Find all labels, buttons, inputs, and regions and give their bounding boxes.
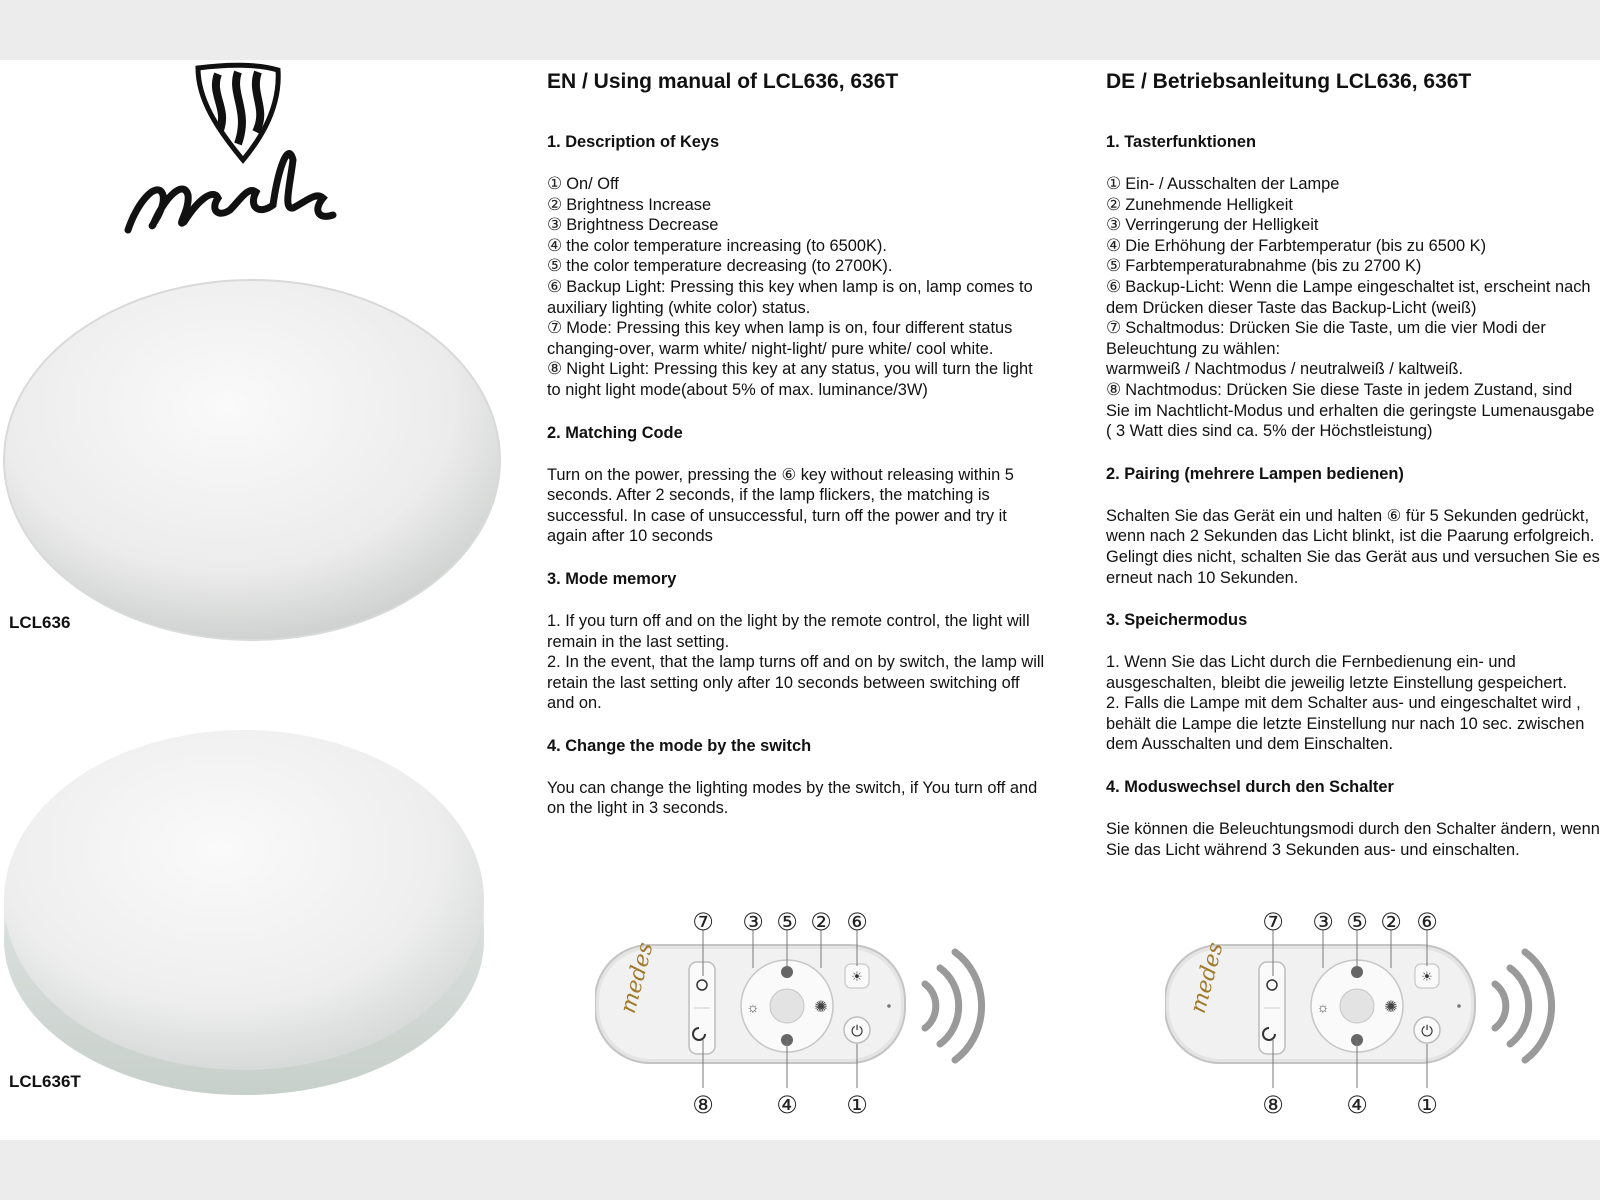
de-section3-body <box>1106 652 1600 755</box>
remote-callout-number: ⑤ <box>1346 910 1368 936</box>
signal-wave-icon <box>940 968 959 1044</box>
en-key-item <box>547 359 1047 400</box>
key-number: ③ <box>1106 215 1122 235</box>
de-key-item <box>1106 359 1600 380</box>
remote-callout-number: ③ <box>742 910 764 936</box>
de-section2-heading: 2. Pairing (mehrere Lampen bedienen) <box>1106 464 1404 483</box>
sun-bright-icon: ✺ <box>814 999 828 1016</box>
de-key-item <box>1106 236 1600 257</box>
remote-control-svg <box>1165 910 1585 1130</box>
key-text: Farbtemperaturabnahme (bis zu 2700 K) <box>1125 257 1422 276</box>
key-number: ⑦ <box>1106 318 1122 338</box>
remote-callout-number: ⑥ <box>1416 910 1438 936</box>
remote-callout-number: ⑧ <box>1262 1091 1284 1119</box>
key-number: ⑤ <box>547 256 563 276</box>
en-key-item <box>547 236 1047 257</box>
remote-callout-number: ① <box>1416 1091 1438 1119</box>
remote-callout-number: ③ <box>1312 910 1334 936</box>
de-key-item <box>1106 215 1600 236</box>
key-text: Schaltmodus: Drücken Sie die Taste, um die vier Modi der Beleuchtung zu wählen: <box>1106 319 1546 358</box>
remote-callout-number: ⑧ <box>692 1091 714 1119</box>
key-number: ① <box>547 174 563 193</box>
de-key-item <box>1106 318 1600 359</box>
key-text: Verringerung der Helligkeit <box>1125 216 1319 235</box>
english-title: EN / Using manual of LCL636, 636T <box>547 70 899 93</box>
medes-logo <box>118 60 338 250</box>
power-icon: ⏻ <box>851 1023 863 1040</box>
key-text: Backup Light: Pressing this key when lamp is on, lamp comes to auxiliary lighting (white color) status. <box>547 277 1033 317</box>
key-number: ⑧ <box>547 359 563 379</box>
en-key-item <box>547 174 1047 195</box>
key-text: On/ Off <box>566 175 619 193</box>
de-key-item <box>1106 256 1600 277</box>
en-section1-heading: 1. Description of Keys <box>547 133 720 151</box>
lamp-lcl636-image <box>0 275 520 645</box>
de-section2-text: Schalten Sie das Gerät ein und halten ⑥ für 5 Sekunden gedrückt, wenn nach 2 Sekunden das Licht blinkt, ist die Paarung erfolgreich. Gelingt dies nicht, schalten Sie das Gerät aus und versuchen Sie es erneut nach 10 Sekunden. <box>1106 506 1600 587</box>
de-section3-line1: 1. Wenn Sie das Licht durch die Fernbedienung ein- und ausgeschalten, bleibt die jeweilig letzte Einstellung gespeichert. <box>1106 653 1568 692</box>
en-section4-text: You can change the lighting modes by the switch, if You turn off and on the light in 3 seconds. <box>547 778 1038 818</box>
de-key-list <box>1106 174 1600 442</box>
de-section3-heading: 3. Speichermodus <box>1106 611 1248 630</box>
lamp-lcl636-label: LCL636 <box>9 613 71 632</box>
key-text: Brightness Increase <box>566 195 712 214</box>
manual-page <box>0 60 1600 1140</box>
key-text: Brightness Decrease <box>566 216 719 235</box>
key-text: Die Erhöhung der Farbtemperatur (bis zu 6500 K) <box>1125 236 1487 255</box>
de-section4-heading: 4. Moduswechsel durch den Schalter <box>1106 778 1394 797</box>
remote-callout-number: ④ <box>1346 1091 1368 1119</box>
remote-callout-number: ⑦ <box>692 910 714 936</box>
key-number: ③ <box>547 215 563 235</box>
en-section3-body <box>547 611 1047 714</box>
key-text: the color temperature increasing (to 6500K). <box>566 236 887 255</box>
key-text: warmweiß / Nachtmodus / neutralweiß / kaltweiß. <box>1106 360 1464 379</box>
lamp-lcl636t-image <box>0 720 520 1100</box>
en-key-item <box>547 215 1047 236</box>
remote-callout-number: ⑦ <box>1262 910 1284 936</box>
key-text: Night Light: Pressing this key at any status, you will turn the light to night light mode(about 5% of max. luminance/3W) <box>547 360 1033 399</box>
german-title: DE / Betriebsanleitung LCL636, 636T <box>1106 70 1472 93</box>
german-content <box>1106 132 1600 882</box>
key-text: Ein- / Ausschalten der Lampe <box>1125 175 1340 193</box>
de-key-item <box>1106 380 1600 442</box>
key-number: ⑧ <box>1106 379 1122 399</box>
de-section4-text: Sie können die Beleuchtungsmodi durch den Schalter ändern, wenn Sie das Licht während 3 Sekunden aus- und einschalten. <box>1106 820 1600 859</box>
remote-callout-number: ⑥ <box>846 910 868 936</box>
en-section4-heading: 4. Change the mode by the switch <box>547 736 812 755</box>
key-number: ② <box>1106 194 1122 214</box>
english-content <box>547 132 1047 841</box>
en-section3-heading: 3. Mode memory <box>547 569 677 588</box>
key-number: ② <box>547 194 563 214</box>
signal-wave-icon <box>1510 968 1529 1044</box>
remote-control-svg <box>595 910 1015 1130</box>
remote-brand-text: medes <box>615 939 659 1017</box>
en-key-item <box>547 256 1047 277</box>
de-section1-heading: 1. Tasterfunktionen <box>1106 133 1256 151</box>
de-key-item <box>1106 174 1600 195</box>
product-column <box>0 60 520 1140</box>
remote-diagram-en <box>595 910 1015 1130</box>
remote-callout-number: ② <box>810 910 832 936</box>
key-text: Nachtmodus: Drücken Sie diese Taste in jedem Zustand, sind Sie im Nachtlicht-Modus und erhalten die geringste Lumenausgabe ( 3 Watt dies sind ca. 5% der Höchstleistung) <box>1106 380 1595 441</box>
de-key-item <box>1106 277 1600 318</box>
de-key-item <box>1106 195 1600 216</box>
key-number: ⑥ <box>547 276 563 296</box>
key-number: ① <box>1106 174 1122 193</box>
sun-dim-icon: ☼ <box>1316 999 1330 1015</box>
en-key-item <box>547 318 1047 359</box>
en-section2-heading: 2. Matching Code <box>547 423 683 442</box>
key-number: ⑦ <box>547 318 563 338</box>
en-key-item <box>547 277 1047 318</box>
en-key-item <box>547 195 1047 216</box>
remote-brand-text: medes <box>1185 939 1229 1017</box>
backup-light-icon: ☀ <box>1421 969 1433 984</box>
remote-callout-number: ② <box>1380 910 1402 936</box>
sun-bright-icon: ✺ <box>1384 999 1398 1016</box>
lamp-lcl636t-label: LCL636T <box>9 1072 81 1091</box>
de-section3-line2: 2. Falls die Lampe mit dem Schalter aus- und eingeschaltet wird , behält die Lampe die letzte Einstellung nur nach 10 sec. zwischen dem Ausschalten und dem Einschalten. <box>1106 694 1585 754</box>
key-text: Zunehmende Helligkeit <box>1125 195 1293 214</box>
key-text: Backup-Licht: Wenn die Lampe eingeschaltet ist, erscheint nach dem Drücken dieser Taste das Backup-Licht (weiß) <box>1106 277 1591 317</box>
signal-wave-icon <box>925 984 936 1028</box>
sun-dim-icon: ☼ <box>746 999 760 1015</box>
en-key-list <box>547 174 1047 401</box>
en-section3-line1: 1. If you turn off and on the light by the remote control, the light will remain in the last setting. <box>547 611 1030 651</box>
power-icon: ⏻ <box>1421 1023 1433 1040</box>
key-number: ④ <box>1106 235 1122 255</box>
remote-callout-number: ⑤ <box>776 910 798 936</box>
backup-light-icon: ☀ <box>851 969 863 984</box>
en-section3-line2: 2. In the event, that the lamp turns off and on by switch, the lamp will retain the last setting only after 10 seconds between switching off and on. <box>547 653 1045 713</box>
remote-diagram-de <box>1165 910 1585 1130</box>
en-section2-text: Turn on the power, pressing the ⑥ key without releasing within 5 seconds. After 2 seconds, if the lamp flickers, the matching is successful. In case of unsuccessful, turn off the power and try it again after 10 seconds <box>547 465 1014 546</box>
remote-callout-number: ④ <box>776 1091 798 1119</box>
key-text: the color temperature decreasing (to 2700K). <box>566 257 893 276</box>
key-number: ④ <box>547 235 563 255</box>
key-text: Mode: Pressing this key when lamp is on, four different status changing-over, warm white/ night-light/ pure white/ cool white. <box>547 319 1013 358</box>
key-number: ⑥ <box>1106 276 1122 296</box>
signal-wave-icon <box>1495 984 1506 1028</box>
logo-text: medes <box>118 60 122 61</box>
key-number: ⑤ <box>1106 256 1122 276</box>
remote-callout-number: ① <box>846 1091 868 1119</box>
